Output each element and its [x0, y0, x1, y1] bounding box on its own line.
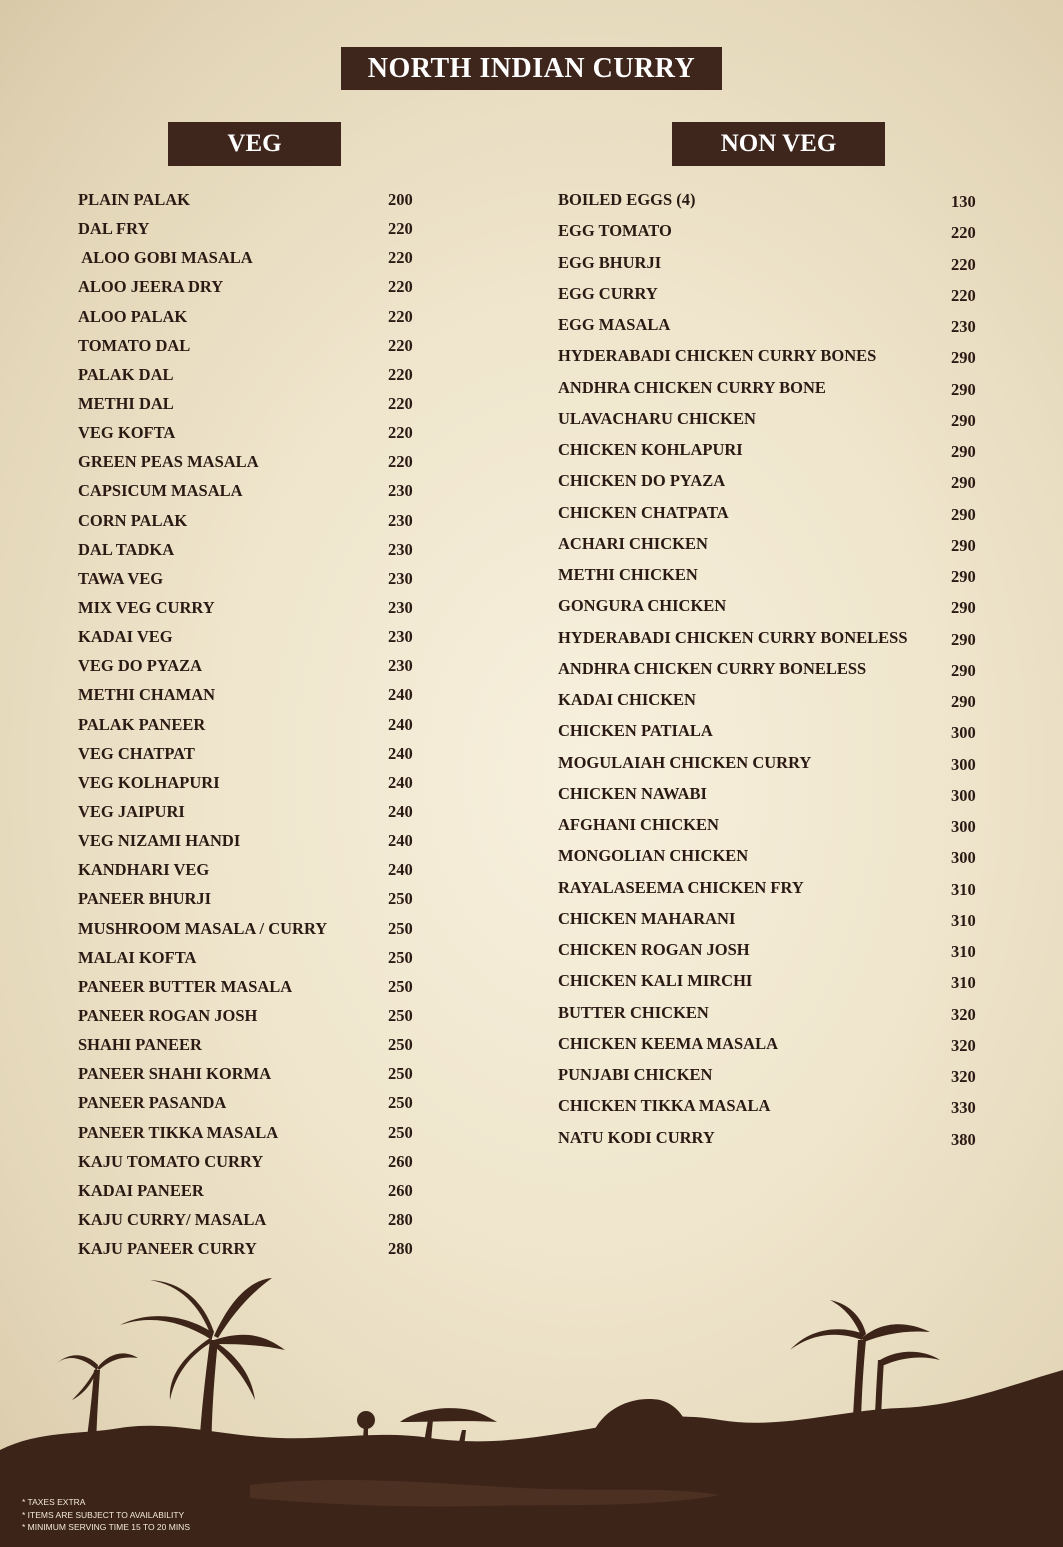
item-price: 290: [951, 567, 976, 586]
menu-item: [558, 970, 983, 1001]
item-price: 200: [388, 190, 413, 209]
menu-item: [558, 658, 983, 689]
menu-item: [78, 830, 418, 859]
item-price: 330: [951, 1098, 976, 1118]
item-price: 290: [951, 410, 976, 430]
item-name: VEG KOLHAPURI: [78, 772, 220, 792]
item-price: 290: [951, 504, 976, 524]
menu-item: [78, 276, 418, 305]
item-price: 380: [951, 1129, 976, 1149]
item-name: METHI CHAMAN: [78, 685, 216, 705]
menu-item: [558, 908, 983, 939]
menu-item: [78, 655, 418, 684]
item-price: 220: [951, 285, 976, 305]
menu-item: [78, 335, 418, 364]
menu-item: [78, 364, 418, 393]
menu-item: [558, 814, 983, 845]
menu-item: [558, 1033, 983, 1064]
menu-item: [78, 480, 418, 509]
menu-item: [558, 314, 983, 345]
item-price: 220: [388, 393, 413, 413]
item-name: ALOO JEERA DRY: [78, 277, 224, 297]
menu-item: [558, 189, 983, 220]
item-name: ALOO GOBI MASALA: [78, 248, 253, 268]
menu-item: [558, 845, 983, 876]
item-name: VEG CHATPAT: [78, 743, 195, 763]
menu-item: [558, 470, 983, 501]
menu-item: [558, 877, 983, 908]
item-name: MOGULAIAH CHICKEN CURRY: [558, 752, 812, 772]
item-price: 310: [951, 879, 976, 899]
menu-item: [558, 752, 983, 783]
item-price: 230: [388, 539, 413, 559]
item-name: KAJU PANEER CURRY: [78, 1239, 257, 1259]
item-name: DAL TADKA: [78, 539, 175, 559]
item-price: 320: [951, 1004, 976, 1024]
menu-item: [558, 345, 983, 376]
item-price: 250: [388, 947, 413, 967]
item-price: 240: [388, 831, 413, 851]
item-name: BOILED EGGS (4): [558, 190, 696, 209]
item-price: 250: [388, 1064, 413, 1084]
item-name: PALAK DAL: [78, 364, 174, 384]
menu-item: [78, 626, 418, 655]
item-name: ANDHRA CHICKEN CURRY BONELESS: [558, 658, 867, 678]
item-price: 290: [951, 348, 976, 368]
veg-heading: VEG: [168, 122, 341, 166]
item-name: KAJU TOMATO CURRY: [78, 1151, 264, 1171]
item-price: 240: [388, 714, 413, 734]
menu-item: [78, 218, 418, 247]
item-name: CHICKEN PATIALA: [558, 721, 713, 741]
menu-item: [558, 564, 983, 595]
item-price: 300: [951, 754, 976, 774]
menu-item: [78, 859, 418, 888]
menu-item: [78, 422, 418, 451]
menu-item: [558, 502, 983, 533]
item-price: 240: [388, 772, 413, 792]
item-name: GREEN PEAS MASALA: [78, 452, 259, 472]
item-price: 280: [388, 1209, 413, 1229]
menu-item: [558, 939, 983, 970]
menu-item: [78, 714, 418, 743]
item-name: CAPSICUM MASALA: [78, 481, 243, 501]
item-price: 250: [388, 889, 413, 909]
item-name: CHICKEN TIKKA MASALA: [558, 1096, 771, 1116]
item-name: TOMATO DAL: [78, 335, 191, 355]
item-name: PALAK PANEER: [78, 714, 206, 734]
item-price: 220: [388, 423, 413, 443]
item-name: CHICKEN KALI MIRCHI: [558, 971, 753, 991]
item-price: 230: [388, 597, 413, 617]
item-price: 240: [388, 743, 413, 763]
item-price: 230: [388, 656, 413, 676]
item-name: PUNJABI CHICKEN: [558, 1065, 713, 1084]
menu-item: [558, 220, 983, 251]
item-name: EGG MASALA: [558, 315, 671, 334]
item-name: HYDERABADI CHICKEN CURRY BONES: [558, 346, 877, 366]
menu-item: [558, 377, 983, 408]
item-name: EGG CURRY: [558, 283, 658, 303]
item-price: 250: [388, 976, 413, 996]
item-price: 290: [951, 473, 976, 493]
item-name: TAWA VEG: [78, 568, 164, 588]
menu-item: [558, 533, 983, 564]
item-name: CHICKEN NAWABI: [558, 783, 707, 803]
item-price: 290: [951, 692, 976, 711]
note-taxes: * TAXES EXTRA: [22, 1497, 86, 1507]
item-name: KADAI CHICKEN: [558, 690, 696, 709]
menu-item: [78, 1209, 418, 1238]
item-name: KADAI VEG: [78, 627, 173, 647]
item-price: 220: [951, 254, 976, 274]
menu-item: [558, 1064, 983, 1095]
menu-item: [558, 783, 983, 814]
item-price: 290: [951, 379, 976, 399]
item-price: 220: [388, 364, 413, 384]
menu-item: [78, 510, 418, 539]
item-name: VEG KOFTA: [78, 423, 176, 443]
item-name: MALAI KOFTA: [78, 947, 197, 967]
item-name: PANEER TIKKA MASALA: [78, 1122, 279, 1142]
item-price: 130: [951, 192, 976, 211]
item-name: ALOO PALAK: [78, 306, 188, 326]
item-name: CHICKEN KOHLAPURI: [558, 440, 743, 459]
item-name: VEG JAIPURI: [78, 801, 185, 821]
item-name: EGG BHURJI: [558, 252, 662, 272]
item-price: 230: [388, 568, 413, 588]
item-name: MONGOLIAN CHICKEN: [558, 846, 749, 866]
nonveg-heading: NON VEG: [672, 122, 885, 166]
item-price: 230: [951, 317, 976, 336]
item-price: 290: [951, 660, 976, 680]
menu-item: [78, 1180, 418, 1209]
item-name: PANEER PASANDA: [78, 1093, 227, 1113]
veg-menu-list: [78, 189, 418, 1267]
item-price: 290: [951, 598, 976, 618]
item-price: 320: [951, 1067, 976, 1086]
menu-item: [558, 595, 983, 626]
item-name: MIX VEG CURRY: [78, 597, 215, 617]
item-price: 250: [388, 1005, 413, 1025]
item-price: 310: [951, 910, 976, 930]
menu-item: [78, 597, 418, 626]
menu-item: [78, 306, 418, 335]
item-price: 230: [388, 627, 413, 647]
item-price: 310: [951, 973, 976, 993]
item-price: 250: [388, 1093, 413, 1113]
item-price: 250: [388, 918, 413, 938]
item-price: 290: [951, 442, 976, 461]
page-title: NORTH INDIAN CURRY: [341, 47, 722, 90]
item-price: 230: [388, 481, 413, 501]
menu-item: [78, 772, 418, 801]
item-price: 250: [388, 1035, 413, 1055]
item-name: CHICKEN ROGAN JOSH: [558, 940, 750, 959]
menu-item: [78, 451, 418, 480]
footnotes: [22, 1496, 190, 1534]
menu-item: [558, 689, 983, 720]
item-name: PANEER SHAHI KORMA: [78, 1064, 272, 1084]
item-name: VEG DO PYAZA: [78, 656, 203, 676]
item-price: 220: [388, 277, 413, 297]
item-price: 320: [951, 1035, 976, 1055]
menu-item: [78, 684, 418, 713]
item-name: CHICKEN CHATPATA: [558, 502, 729, 522]
menu-item: [558, 1095, 983, 1126]
item-price: 300: [951, 848, 976, 868]
item-name: VEG NIZAMI HANDI: [78, 831, 241, 851]
note-serving-time: * MINIMUM SERVING TIME 15 TO 20 MINS: [22, 1522, 190, 1532]
menu-item: [78, 888, 418, 917]
item-price: 220: [951, 223, 976, 243]
item-name: METHI DAL: [78, 393, 174, 413]
item-price: 240: [388, 860, 413, 880]
item-name: KANDHARI VEG: [78, 860, 210, 880]
item-name: EGG TOMATO: [558, 221, 672, 241]
item-name: CHICKEN KEEMA MASALA: [558, 1033, 779, 1053]
menu-item: [78, 1151, 418, 1180]
menu-item: [78, 801, 418, 830]
item-price: 220: [388, 335, 413, 355]
item-price: 260: [388, 1151, 413, 1171]
item-name: HYDERABADI CHICKEN CURRY BONELESS: [558, 627, 908, 647]
menu-item: [78, 743, 418, 772]
item-price: 290: [951, 629, 976, 649]
item-name: METHI CHICKEN: [558, 565, 698, 584]
item-name: PANEER BHURJI: [78, 889, 212, 909]
menu-item: [78, 568, 418, 597]
menu-item: [78, 918, 418, 947]
note-availability: * ITEMS ARE SUBJECT TO AVAILABILITY: [22, 1509, 185, 1520]
item-name: PANEER BUTTER MASALA: [78, 976, 293, 996]
item-name: CORN PALAK: [78, 510, 188, 530]
item-price: 300: [951, 785, 976, 805]
item-name: GONGURA CHICKEN: [558, 596, 727, 616]
item-price: 280: [388, 1239, 413, 1259]
menu-item: [558, 1127, 983, 1158]
menu-item: [558, 627, 983, 658]
menu-item: [78, 189, 418, 218]
item-price: 220: [388, 452, 413, 472]
menu-item: [558, 283, 983, 314]
menu-item: [78, 976, 418, 1005]
menu-item: [558, 720, 983, 751]
menu-item: [558, 439, 983, 470]
menu-item: [78, 247, 418, 276]
item-name: DAL FRY: [78, 219, 150, 239]
item-name: AFGHANI CHICKEN: [558, 815, 719, 834]
item-price: 300: [951, 723, 976, 743]
menu-item: [78, 1063, 418, 1092]
item-name: CHICKEN MAHARANI: [558, 908, 736, 928]
item-name: PANEER ROGAN JOSH: [78, 1005, 258, 1025]
nonveg-menu-list: [558, 189, 983, 1158]
menu-item: [78, 1122, 418, 1151]
item-price: 300: [951, 817, 976, 836]
item-price: 260: [388, 1180, 413, 1200]
item-name: SHAHI PANEER: [78, 1035, 202, 1055]
item-price: 240: [388, 685, 413, 705]
item-name: RAYALASEEMA CHICKEN FRY: [558, 877, 804, 897]
item-name: ANDHRA CHICKEN CURRY BONE: [558, 377, 826, 397]
item-price: 220: [388, 306, 413, 326]
menu-item: [558, 1002, 983, 1033]
item-name: PLAIN PALAK: [78, 190, 190, 209]
item-price: 220: [388, 219, 413, 239]
menu-item: [558, 252, 983, 283]
menu-item: [558, 408, 983, 439]
item-name: MUSHROOM MASALA / CURRY: [78, 918, 328, 938]
item-name: CHICKEN DO PYAZA: [558, 471, 726, 491]
item-price: 240: [388, 801, 413, 821]
item-price: 290: [951, 535, 976, 555]
item-price: 230: [388, 510, 413, 530]
item-name: ACHARI CHICKEN: [558, 533, 708, 553]
menu-item: [78, 393, 418, 422]
item-price: 250: [388, 1122, 413, 1142]
menu-item: [78, 1092, 418, 1121]
item-name: BUTTER CHICKEN: [558, 1002, 709, 1022]
item-name: KAJU CURRY/ MASALA: [78, 1209, 267, 1229]
menu-item: [78, 539, 418, 568]
item-name: KADAI PANEER: [78, 1180, 204, 1200]
item-price: 310: [951, 942, 976, 961]
menu-item: [78, 1034, 418, 1063]
item-price: 220: [388, 248, 413, 268]
menu-item: [78, 1005, 418, 1034]
item-name: ULAVACHARU CHICKEN: [558, 408, 756, 428]
item-name: NATU KODI CURRY: [558, 1127, 715, 1147]
menu-item: [78, 947, 418, 976]
